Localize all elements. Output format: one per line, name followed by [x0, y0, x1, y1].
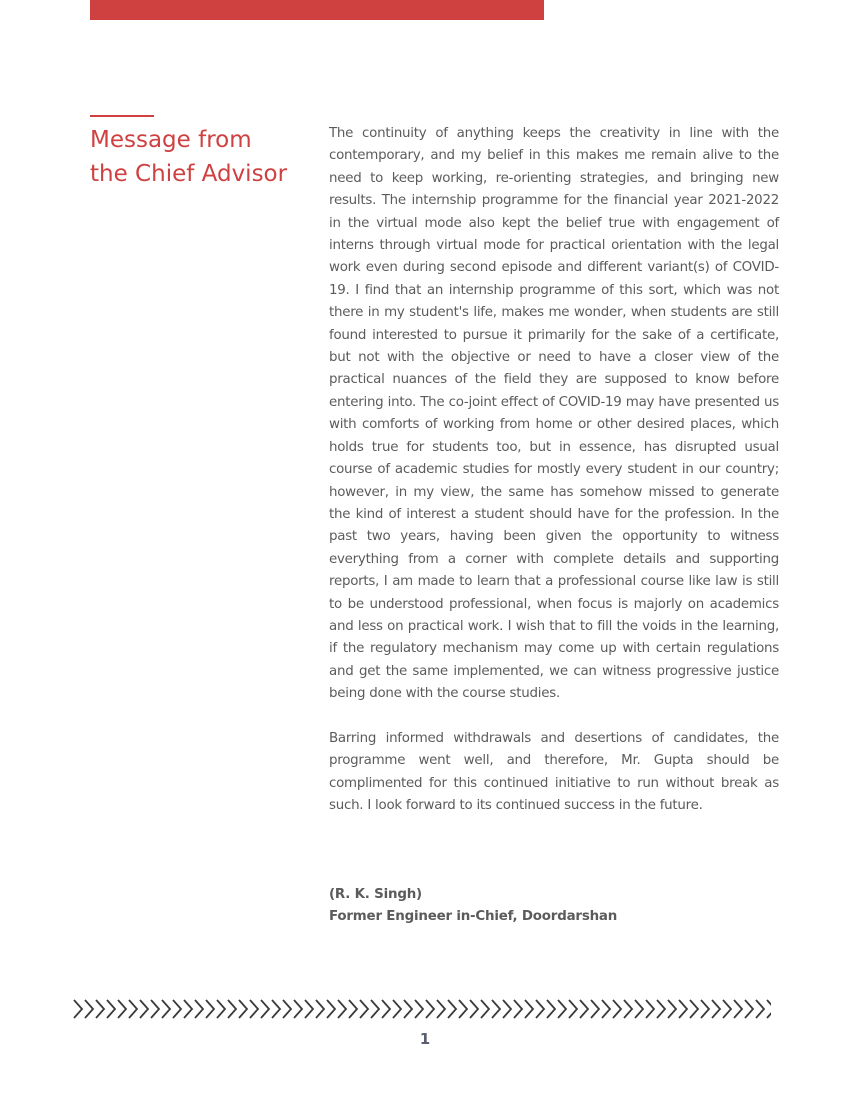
message-paragraph-2: Barring informed withdrawals and desertions of candidates, the programme went well, and therefore, Mr. Gupta should be complimented for this continued initiative to run without break as such. I look forward to its continued success in the future. — [329, 730, 779, 814]
signature-block — [329, 884, 617, 929]
section-title-line-1: Message from — [90, 127, 252, 153]
chevron-divider-icon — [73, 996, 771, 1022]
section-title — [90, 123, 310, 191]
message-paragraph-1: The continuity of anything keeps the creativity in line with the contemporary, and my belief in this makes me remain alive to the need to keep working, re-orienting strategies, and bringing new results. The internship programme for the financial year 2021-2022 in the virtual mode also kept the belief true with engagement of interns through virtual mode for practical orientation with the legal work even during second episode and different variant(s) of COVID-19. I find that an internship programme of this sort, which was not there in my student's life, makes me wonder, when students are still found interested to pursue it primarily for the sake of a certificate, but not with the objective or need to have a closer view of the practical nuances of the field they are supposed to know before entering into. The co-joint effect of COVID-19 may have presented us with comforts of working from home or other desired places, which holds true for students too, but in essence, has disrupted usual course of academic studies for mostly every student in our country; however, in my view, the same has somehow missed to generate the kind of interest a student should have for the profession. In the past two years, having been given the opportunity to witness everything from a corner with complete details and supporting reports, I am made to learn that a professional course like law is still to be understood professional, when focus is majorly on academics and less on practical work. I wish that to fill the voids in the learning, if the regulatory mechanism may come up with certain regulations and get the same implemented, we can witness progressive justice being done with the course studies. — [329, 126, 779, 702]
header-accent-bar — [90, 0, 544, 20]
signatory-name: (R. K. Singh) — [329, 887, 422, 902]
page-number: 1 — [419, 1030, 431, 1048]
section-title-line-2: the Chief Advisor — [90, 161, 288, 187]
title-accent-line — [90, 115, 154, 117]
message-body — [329, 123, 779, 840]
signatory-designation: Former Engineer in-Chief, Doordarshan — [329, 909, 618, 925]
